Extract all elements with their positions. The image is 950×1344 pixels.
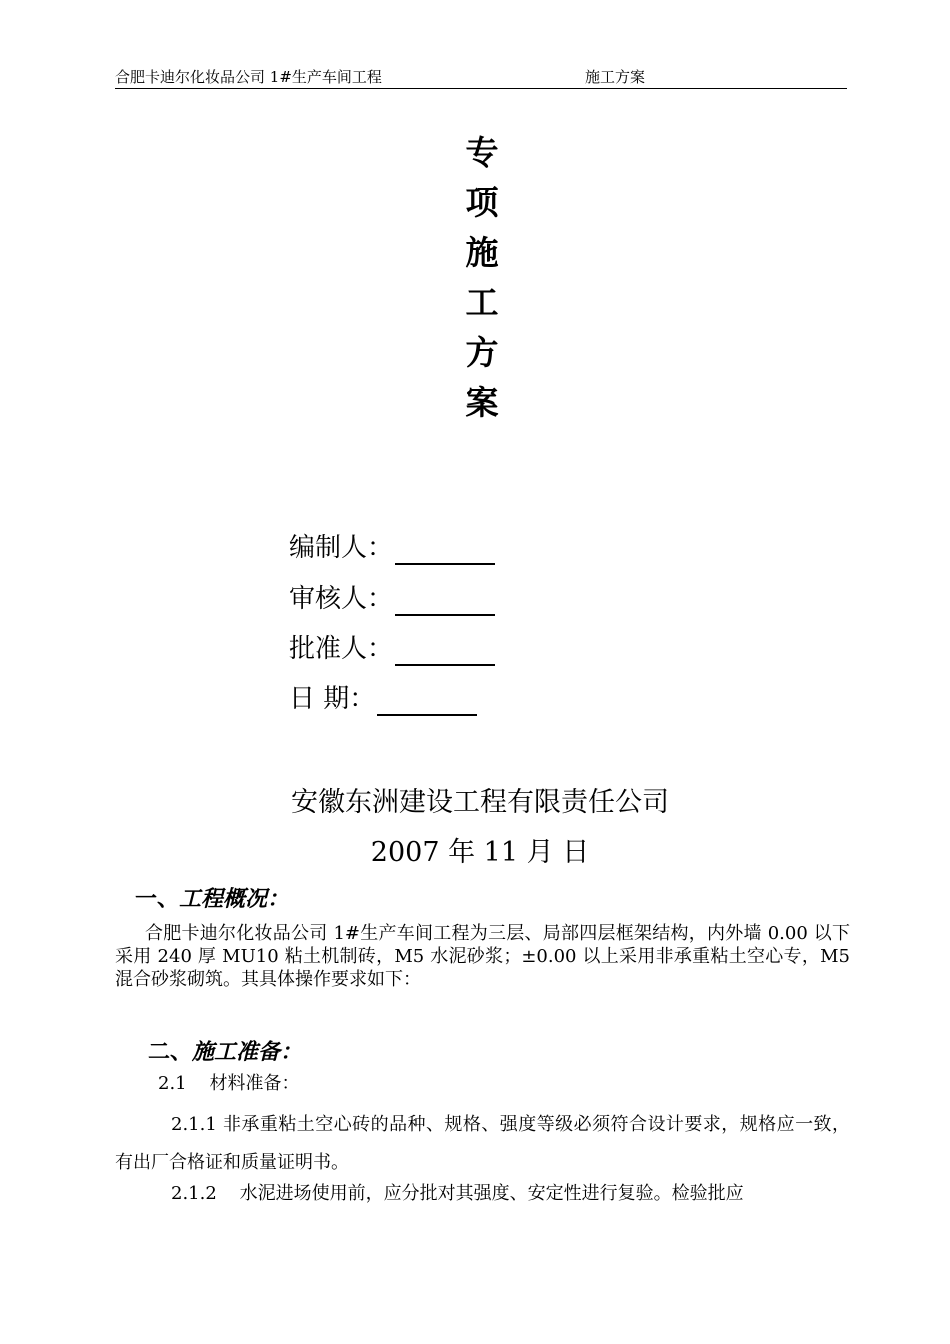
title-char: 方 (465, 333, 499, 372)
section2-title: 施工准备： (192, 1040, 303, 1065)
section1-body: 合肥卡迪尔化妆品公司 1#生产车间工程为三层、局部四层框架结构，内外墙 0.00 以下采用 240 厚 MU10 粘土机制砖，M5 水泥砂浆；±0.00 以上采用非承重粘土空心专，M5 混合砂浆砌筑。其具体操作要求如下： (115, 923, 850, 990)
title-char: 专 (465, 133, 499, 172)
compiler-row (289, 531, 495, 565)
company-name: 安徽东洲建设工程有限责任公司 (291, 787, 669, 818)
header-doc-type: 施工方案 (585, 68, 646, 86)
page-header (115, 66, 847, 89)
item-2-1-2: 2.1.2 水泥进场使用前，应分批对其强度、安定性进行复验。检验批应 (171, 1183, 744, 1204)
date-label: 日 期： (289, 684, 376, 714)
section2-heading (148, 1035, 302, 1066)
item-2-1-1: 2.1.1 非承重粘土空心砖的品种、规格、强度等级必须符合设计要求，规格应一致，有出厂合格证和质量证明书。 (115, 1114, 850, 1173)
reviewer-blank-line (395, 588, 495, 616)
section1-title: 工程概况： (179, 887, 290, 912)
approver-blank-line (395, 638, 495, 666)
reviewer-label: 审核人： (289, 584, 394, 614)
section2-number: 二、 (148, 1040, 193, 1065)
date-blank-line (377, 688, 477, 716)
compiler-label: 编制人： (289, 533, 394, 563)
date-row (289, 682, 477, 716)
compiler-blank-line (395, 537, 495, 565)
document-title (460, 128, 504, 428)
section1-heading (135, 882, 289, 913)
title-char: 工 (465, 283, 499, 322)
approver-label: 批准人： (289, 634, 394, 664)
reviewer-row (289, 582, 495, 616)
title-char: 项 (465, 183, 499, 222)
company-date: 2007 年 11 月 日 (370, 837, 590, 868)
subsection-2-1: 2.1 材料准备： (158, 1073, 300, 1094)
approver-row (289, 632, 495, 666)
title-char: 案 (465, 383, 499, 422)
title-char: 施 (465, 233, 499, 272)
section1-number: 一、 (135, 887, 180, 912)
header-project-name: 合肥卡迪尔化妆品公司 1#生产车间工程 (115, 68, 382, 86)
